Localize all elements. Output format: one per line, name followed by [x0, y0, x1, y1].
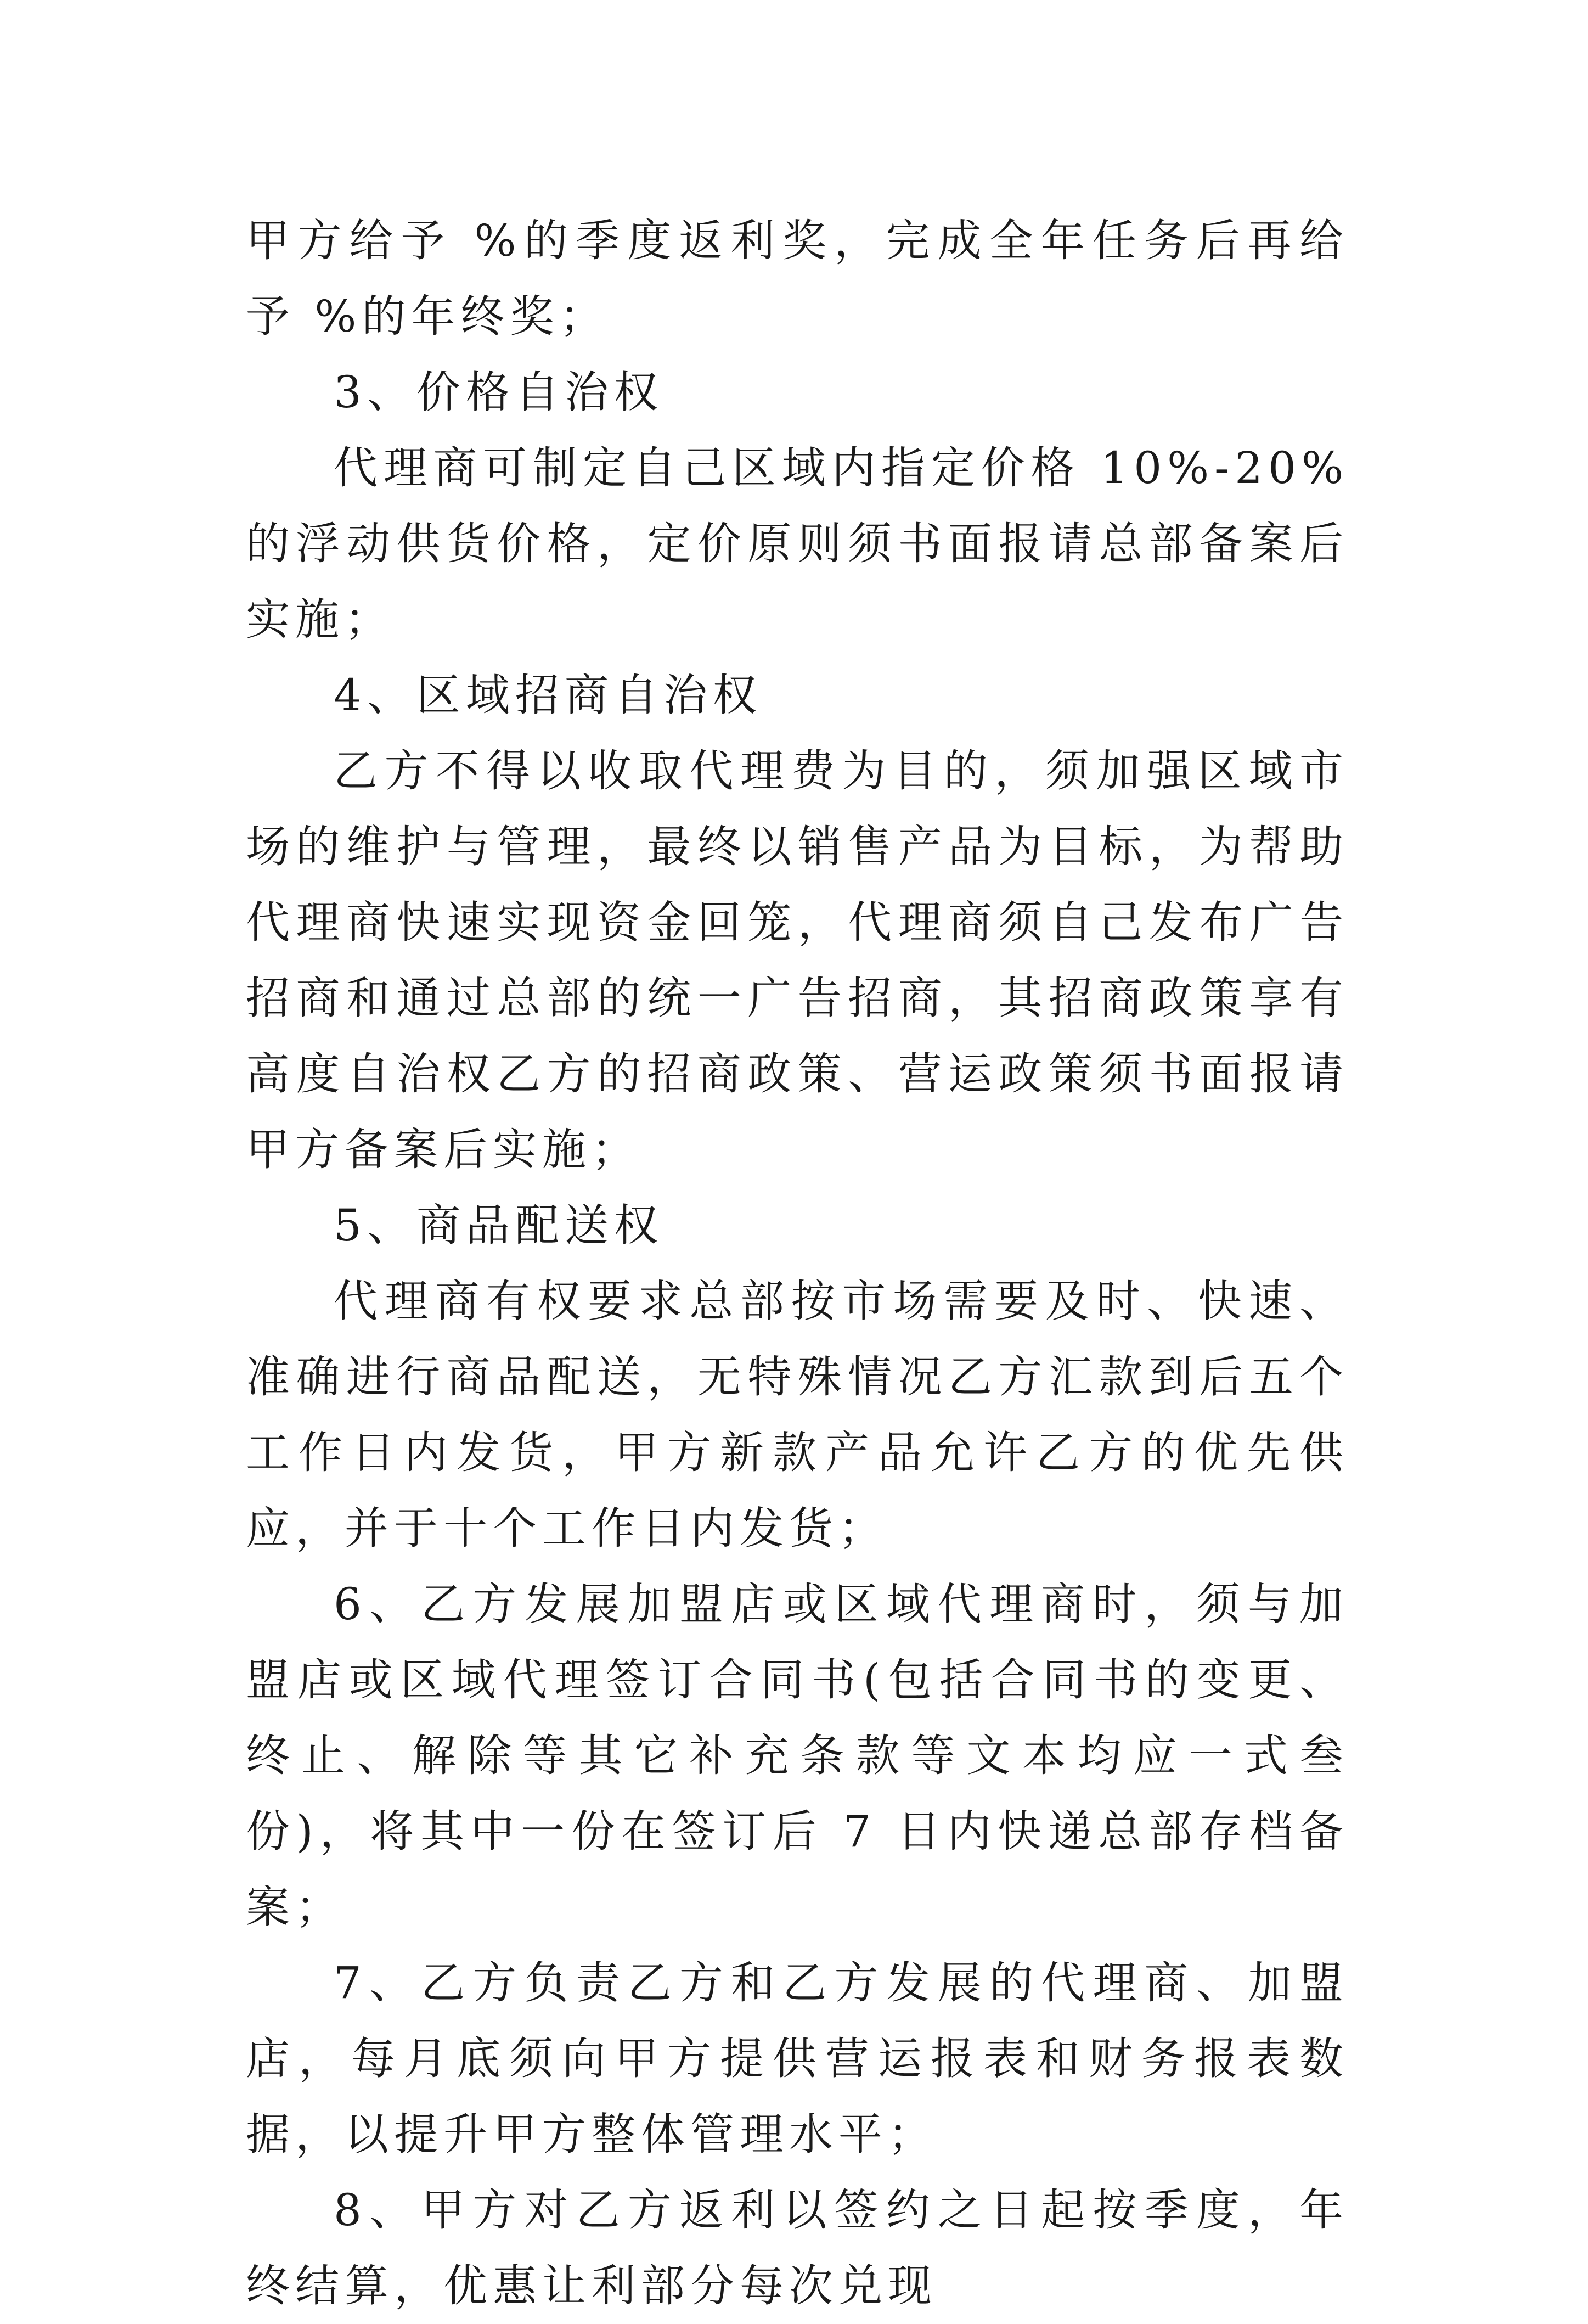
paragraph-delivery-right: 代理商有权要求总部按市场需要及时、快速、准确进行商品配送，无特殊情况乙方汇款到后五个工作日内发货，甲方新款产品允许乙方的优先供应，并于十个工作日内发货； — [246, 1276, 1349, 1554]
paragraph-regional-recruitment: 乙方不得以收取代理费为目的，须加强区域市场的维护与管理，最终以销售产品为目标，为帮助代理商快速实现资金回笼，代理商须自己发布广告招商和通过总部的统一广告招商，其招商政策享有高度自治权乙方的招商政策、营运政策须书面报请甲方备案后实施； — [246, 745, 1349, 1175]
clause-7: 7、乙方负责乙方和乙方发展的代理商、加盟店，每月底须向甲方提供营运报表和财务报表数据，以提升甲方整体管理水平； — [246, 1957, 1349, 2160]
clause-8: 8、甲方对乙方返利以签约之日起按季度，年终结算，优惠让利部分每次兑现 — [246, 2185, 1349, 2311]
heading-regional-recruitment: 4、区域招商自治权 — [334, 670, 762, 721]
paragraph-price-autonomy: 代理商可制定自己区域内指定价格 10%-20%的浮动供货价格，定价原则须书面报请总部备案后实施； — [246, 442, 1349, 645]
clause-6: 6、乙方发展加盟店或区域代理商时，须与加盟店或区域代理签订合同书(包括合同书的变更、终止、解除等其它补充条款等文本均应一式叁份)，将其中一份在签订后 7 日内快递总部存档备案； — [246, 1579, 1349, 1933]
paragraph-rebate-continuation: 甲方给予 %的季度返利奖，完成全年任务后再给予 %的年终奖； — [246, 215, 1349, 342]
heading-delivery-right: 5、商品配送权 — [334, 1200, 663, 1251]
heading-price-autonomy: 3、价格自治权 — [334, 367, 663, 418]
document-page — [246, 203, 1349, 2324]
